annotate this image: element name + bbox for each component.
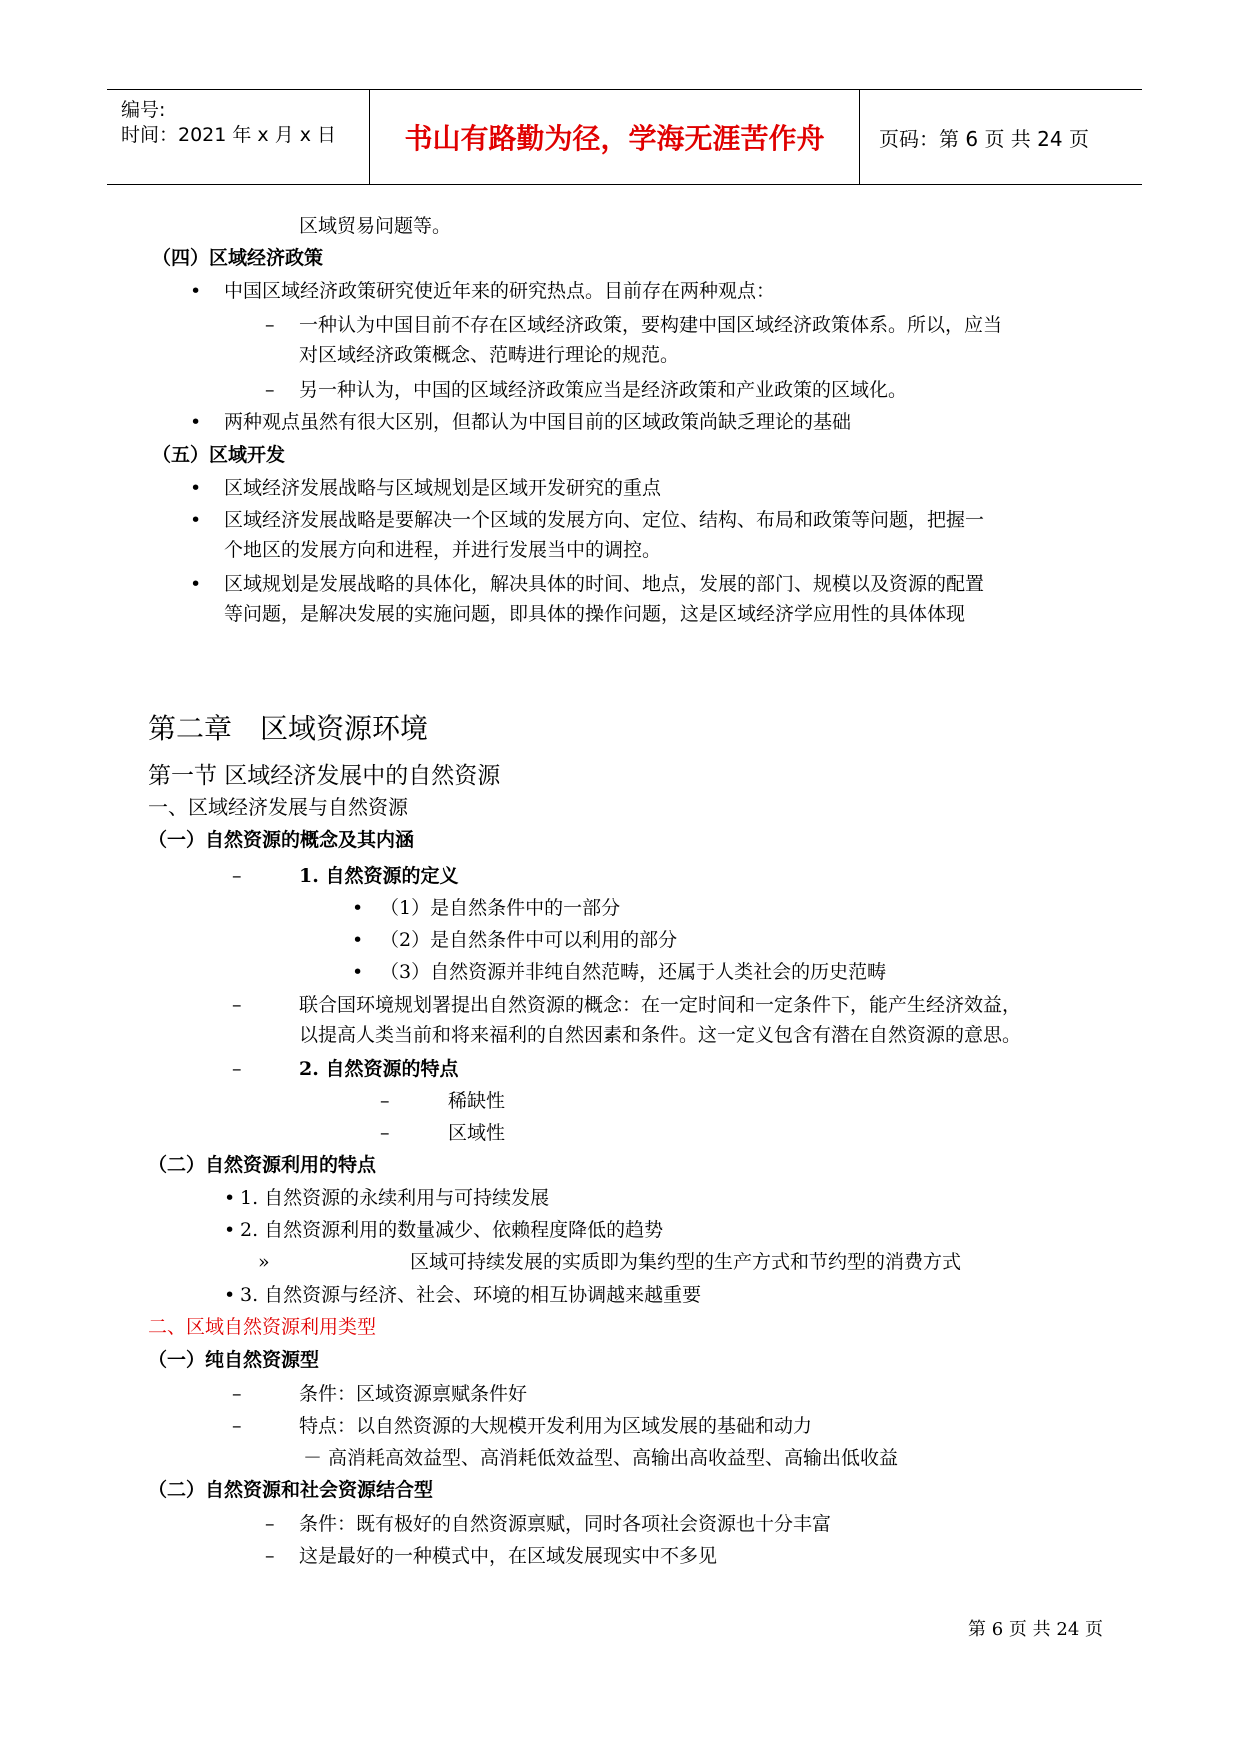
chevron-icon: »: [258, 1251, 270, 1273]
bullet-icon: •: [352, 897, 364, 919]
header-motto: 书山有路勤为径，学海无涯苦作舟: [404, 122, 825, 155]
header-left-cell: [107, 90, 369, 184]
body-line: 一种认为中国目前不存在区域经济政策，要构建中国区域经济政策体系。所以，应当: [299, 314, 1003, 336]
body-line: 条件：既有极好的自然资源禀赋，同时各项社会资源也十分丰富: [299, 1513, 832, 1535]
subsection-title: 二、区域自然资源利用类型: [148, 1316, 377, 1338]
dash-icon: –: [232, 994, 242, 1016]
dash-icon: –: [265, 1513, 275, 1535]
body-line: 区域规划是发展战略的具体化，解决具体的时间、地点，发展的部门、规模以及资源的配置: [224, 573, 985, 595]
body-line: － 高消耗高效益型、高消耗低效益型、高输出高收益型、高输出低收益: [303, 1447, 899, 1469]
body-line: 对区域经济政策概念、范畴进行理论的规范。: [299, 344, 680, 366]
item-heading: 1. 自然资源的定义: [299, 865, 459, 887]
body-line: 中国区域经济政策研究使近年来的研究热点。目前存在两种观点：: [224, 280, 776, 302]
bullet-icon: •: [190, 477, 202, 499]
body-line: （1）是自然条件中的一部分: [380, 897, 621, 919]
bullet-icon: •: [224, 1284, 236, 1306]
section-heading: （一）纯自然资源型: [148, 1349, 320, 1371]
header-page-label: 页码：第 6 页 共 24 页: [879, 126, 1089, 151]
body-line: 区域经济发展战略是要解决一个区域的发展方向、定位、结构、布局和政策等问题，把握一: [224, 509, 985, 531]
chapter-title: 第二章 区域资源环境: [148, 712, 429, 745]
body-line: 区域经济发展战略与区域规划是区域开发研究的重点: [224, 477, 662, 499]
section-heading: （四）区域经济政策: [152, 247, 324, 269]
dash-icon: –: [265, 379, 275, 401]
dash-icon: –: [232, 1383, 242, 1405]
dash-icon: –: [380, 1090, 390, 1112]
body-line: 这是最好的一种模式中，在区域发展现实中不多见: [299, 1545, 718, 1567]
body-line: 个地区的发展方向和进程，并进行发展当中的调控。: [224, 539, 662, 561]
dash-icon: –: [265, 314, 275, 336]
subsection-title: 一、区域经济发展与自然资源: [148, 795, 408, 819]
section-heading: （一）自然资源的概念及其内涵: [148, 829, 415, 851]
bullet-icon: •: [224, 1187, 236, 1209]
item-heading: 2. 自然资源的特点: [299, 1058, 459, 1080]
body-line: 区域可持续发展的实质即为集约型的生产方式和节约型的消费方式: [410, 1251, 962, 1273]
bullet-icon: •: [190, 509, 202, 531]
body-line: 稀缺性: [448, 1090, 506, 1112]
body-line: 2. 自然资源利用的数量减少、依赖程度降低的趋势: [240, 1219, 664, 1241]
body-line: （3）自然资源并非纯自然范畴，还属于人类社会的历史范畴: [380, 961, 887, 983]
bullet-icon: •: [224, 1219, 236, 1241]
section-heading: （二）自然资源和社会资源结合型: [148, 1479, 434, 1501]
body-line: 1. 自然资源的永续利用与可持续发展: [240, 1187, 550, 1209]
dash-icon: –: [380, 1122, 390, 1144]
header-time-label: 时间：2021 年 x 月 x 日: [121, 124, 337, 146]
body-line: 两种观点虽然有很大区别，但都认为中国目前的区域政策尚缺乏理论的基础: [224, 411, 852, 433]
body-line: （2）是自然条件中可以利用的部分: [380, 929, 678, 951]
dash-icon: –: [265, 1545, 275, 1567]
page-footer: 第 6 页 共 24 页: [968, 1619, 1103, 1640]
bullet-icon: •: [352, 929, 364, 951]
section-heading: （五）区域开发: [152, 444, 286, 466]
bullet-icon: •: [190, 411, 202, 433]
section-title: 第一节 区域经济发展中的自然资源: [148, 763, 501, 789]
page-header: [107, 89, 1142, 185]
dash-icon: –: [232, 1415, 242, 1437]
body-line: 3. 自然资源与经济、社会、环境的相互协调越来越重要: [240, 1284, 702, 1306]
dash-icon: –: [232, 865, 242, 887]
section-heading: （二）自然资源利用的特点: [148, 1154, 377, 1176]
body-line: 特点：以自然资源的大规模开发利用为区域发展的基础和动力: [299, 1415, 813, 1437]
header-motto-cell: [369, 90, 860, 184]
bullet-icon: •: [190, 573, 202, 595]
body-line: 条件：区域资源禀赋条件好: [299, 1383, 528, 1405]
dash-icon: –: [232, 1058, 242, 1080]
bullet-icon: •: [190, 280, 202, 302]
header-number-label: 编号:: [121, 99, 166, 121]
body-line: 等问题，是解决发展的实施问题，即具体的操作问题，这是区域经济学应用性的具体体现: [224, 603, 966, 625]
body-line: 联合国环境规划署提出自然资源的概念：在一定时间和一定条件下，能产生经济效益，: [299, 994, 1022, 1016]
header-page-cell: [859, 90, 1142, 184]
body-line: 以提高人类当前和将来福利的自然因素和条件。这一定义包含有潜在自然资源的意思。: [299, 1024, 1022, 1046]
body-line: 区域性: [448, 1122, 506, 1144]
body-line: 区域贸易问题等。: [299, 215, 452, 237]
body-line: 另一种认为，中国的区域经济政策应当是经济政策和产业政策的区域化。: [299, 379, 908, 401]
bullet-icon: •: [352, 961, 364, 983]
